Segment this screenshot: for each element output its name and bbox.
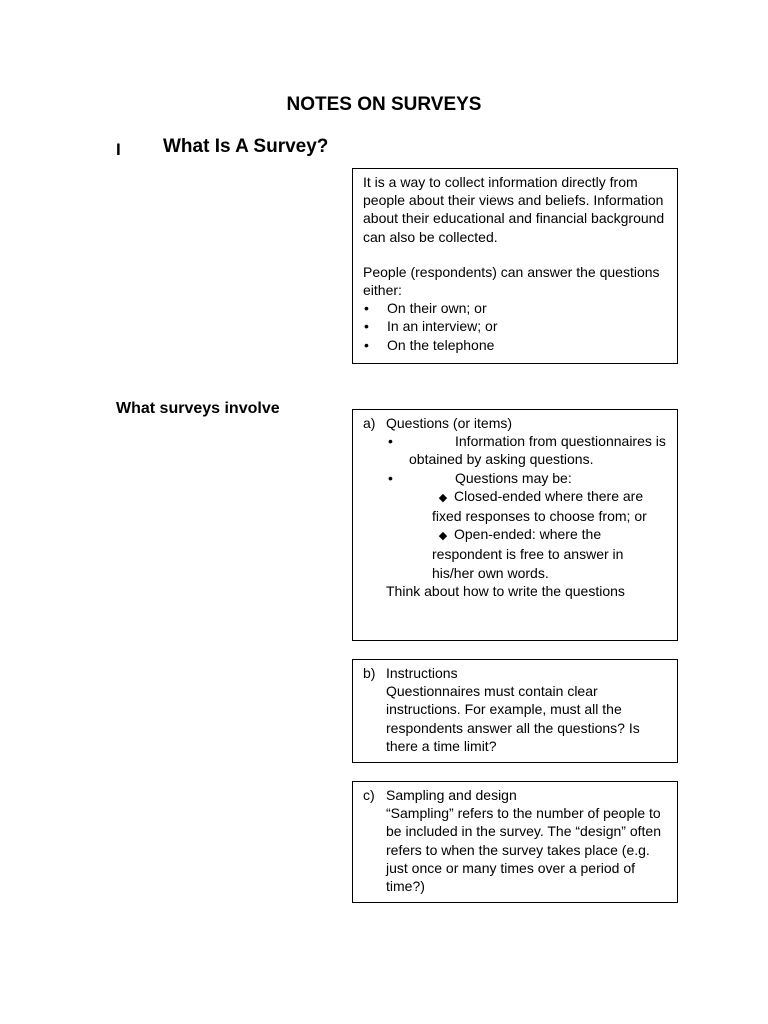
box-header [363, 786, 669, 804]
page-title: NOTES ON SURVEYS [286, 94, 482, 115]
section-heading: What Is A Survey? [163, 136, 329, 157]
box-label: a) [363, 415, 376, 431]
list-item-text: Open-ended: where the respondent is free to answer in his/her own words. [432, 526, 624, 581]
box-title: Questions (or items) [386, 415, 513, 431]
bullet-icon: • [388, 469, 393, 486]
subheading: What surveys involve [116, 400, 280, 417]
list-item [386, 432, 669, 468]
list-item-text: On their own; or [387, 300, 487, 317]
instructions-box [352, 659, 678, 763]
box-body: Questionnaires must contain clear instructions. For example, must all the respondents answer all the questions? Is there a time limit? [386, 683, 640, 754]
sampling-box [352, 781, 678, 903]
sub-list-item [409, 487, 669, 525]
box-header [363, 664, 669, 682]
definition-paragraph: It is a way to collect information directly from people about their views and beliefs. Information about their educational and financial background can also be collected. [363, 174, 665, 245]
diamond-icon: ◆ [438, 530, 448, 543]
list-item-text: Questions may be: [455, 469, 572, 486]
box-label: b) [363, 665, 376, 681]
section-number: I [116, 140, 121, 159]
list-item-text: Information from questionnaires is obtained by asking questions. [409, 433, 666, 468]
list-item-text: On the telephone [387, 336, 495, 353]
list-item [386, 469, 669, 487]
bullet-icon: • [364, 336, 369, 353]
box-footer: Think about how to write the questions [386, 582, 625, 599]
list-item [363, 317, 669, 335]
box-body: “Sampling” refers to the number of people to be included in the survey. The “design” often refers to when the survey takes place (e.g. just once or many times over a period of time?) [386, 805, 661, 895]
sub-list-item [409, 525, 669, 582]
box-label: c) [363, 787, 375, 803]
box-title: Instructions [386, 665, 458, 681]
box-header [363, 414, 669, 432]
bullet-icon: • [388, 433, 393, 450]
definition-box [352, 168, 678, 364]
bullet-icon: • [364, 318, 369, 335]
box-title: Sampling and design [386, 787, 517, 803]
bullet-icon: • [364, 300, 369, 317]
respondents-paragraph: People (respondents) can answer the questions either: [363, 263, 660, 299]
list-item-text: Closed-ended where there are fixed responses to choose from; or [432, 487, 647, 525]
list-item [363, 299, 669, 317]
answer-methods-list [363, 299, 669, 354]
list-item-text: In an interview; or [387, 318, 498, 335]
questions-box [352, 409, 678, 641]
diamond-icon: ◆ [438, 491, 448, 504]
list-item [363, 336, 669, 354]
